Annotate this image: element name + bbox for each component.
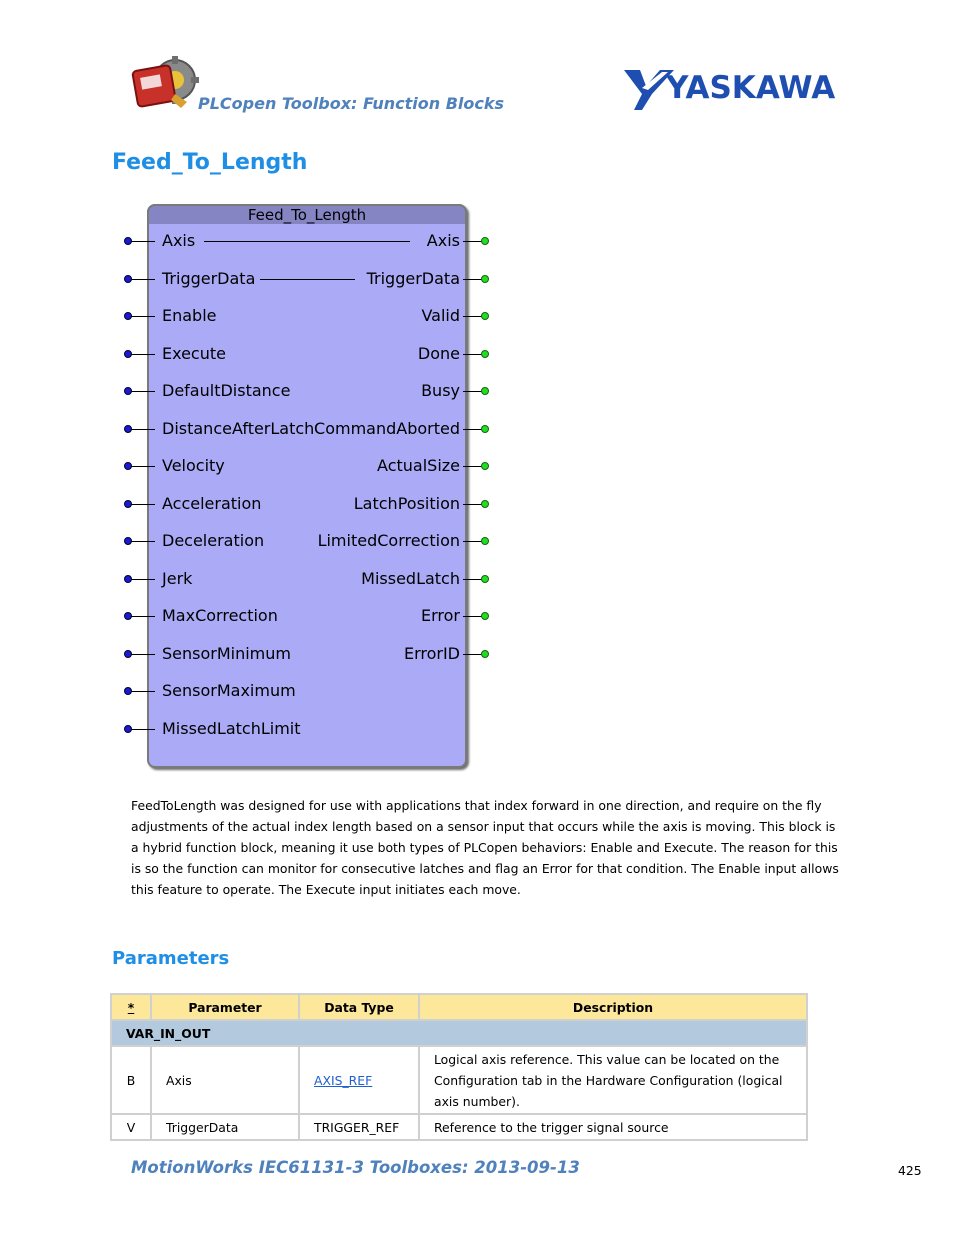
page-title: Feed_To_Length [112,150,308,175]
output-pin-connector[interactable] [481,237,489,245]
input-pin-label: TriggerData [162,269,256,288]
output-pin-label: LatchPosition [353,494,460,513]
output-pin-label: Valid [421,306,460,325]
output-pin-connector[interactable] [481,350,489,358]
input-pin-line [131,354,155,355]
output-pin-line [463,429,483,430]
output-pin-line [463,504,483,505]
output-pin-line [463,391,483,392]
column-header-description: Description [419,994,807,1020]
output-pin-line [463,654,483,655]
column-header-star: * [111,994,151,1020]
output-pin-line [463,241,483,242]
table-row [111,1046,807,1114]
output-pin-label: LimitedCorrection [317,531,460,550]
output-pin-line [463,316,483,317]
input-pin-label: Deceleration [162,531,265,550]
output-pin-connector[interactable] [481,462,489,470]
output-pin-connector[interactable] [481,575,489,583]
output-pin-connector[interactable] [481,537,489,545]
column-header-data-type: Data Type [299,994,419,1020]
output-pin-connector[interactable] [481,275,489,283]
table-section-row [111,1020,807,1046]
input-pin-label: Enable [162,306,217,325]
table-header-row [111,994,807,1020]
input-pin-line [131,241,155,242]
input-pin-line [131,729,155,730]
cell-data-type: TRIGGER_REF [299,1114,419,1140]
cell-star: V [111,1114,151,1140]
output-pin-connector[interactable] [481,500,489,508]
input-pin-label: Velocity [162,456,225,475]
function-block-title: Feed_To_Length [147,204,467,224]
output-pin-label: Error [421,606,460,625]
output-pin-label: Busy [421,381,460,400]
input-pin-line [131,279,155,280]
input-pin-line [131,579,155,580]
plcopen-toolbox-logo-icon [131,56,199,110]
cell-star: B [111,1046,151,1114]
input-pin-label: SensorMinimum [162,644,291,663]
output-pin-line [463,354,483,355]
output-pin-label: TriggerData [366,269,460,288]
header-title: PLCopen Toolbox: Function Blocks [198,94,505,113]
output-pin-connector[interactable] [481,387,489,395]
output-pin-label: CommandAborted [314,419,460,438]
cell-parameter: Axis [151,1046,299,1114]
input-pin-label: SensorMaximum [162,681,296,700]
input-pin-label: MaxCorrection [162,606,278,625]
input-pin-line [131,616,155,617]
output-pin-connector[interactable] [481,425,489,433]
input-pin-label: DistanceAfterLatch [162,419,315,438]
input-pin-line [131,391,155,392]
cell-description: Reference to the trigger signal source [419,1114,807,1140]
svg-text:YASKAWA: YASKAWA [666,70,836,106]
parameters-heading: Parameters [112,948,230,969]
input-pin-line [131,654,155,655]
column-header-parameter: Parameter [151,994,299,1020]
input-pin-line [131,541,155,542]
in-out-connection-line [204,241,410,242]
input-pin-label: Execute [162,344,226,363]
output-pin-line [463,616,483,617]
output-pin-label: ErrorID [403,644,460,663]
output-pin-label: Done [417,344,460,363]
page-number: 425 [898,1163,922,1178]
in-out-connection-line [260,279,355,280]
output-pin-line [463,466,483,467]
output-pin-label: MissedLatch [361,569,460,588]
section-label: VAR_IN_OUT [111,1020,807,1046]
input-pin-line [131,504,155,505]
output-pin-line [463,279,483,280]
yaskawa-logo-icon [622,64,844,112]
output-pin-label: ActualSize [377,456,460,475]
input-pin-label: DefaultDistance [162,381,291,400]
input-pin-label: Acceleration [162,494,262,513]
input-pin-line [131,316,155,317]
output-pin-connector[interactable] [481,612,489,620]
input-pin-line [131,691,155,692]
output-pin-line [463,579,483,580]
input-pin-line [131,466,155,467]
footer-title: MotionWorks IEC61131-3 Toolboxes: 2013-09-13 [131,1158,580,1177]
input-pin-label: Jerk [162,569,193,588]
table-row [111,1114,807,1140]
cell-parameter: TriggerData [151,1114,299,1140]
parameters-table [110,993,808,1141]
input-pin-label: Axis [162,231,196,250]
cell-description: Logical axis reference. This value can be located on the Configuration tab in the Hardware Configuration (logical axis number). [419,1046,807,1114]
output-pin-connector[interactable] [481,650,489,658]
axis-ref-link[interactable]: AXIS_REF [314,1072,373,1088]
cell-data-type [299,1046,419,1114]
output-pin-line [463,541,483,542]
output-pin-connector[interactable] [481,312,489,320]
input-pin-line [131,429,155,430]
input-pin-label: MissedLatchLimit [162,719,301,738]
output-pin-label: Axis [426,231,460,250]
description-paragraph: FeedToLength was designed for use with applications that index forward in one direction, and require on the fly adjustments of the actual index length based on a sensor input that occurs while the axis is moving. This block is a hybrid function block, meaning it use both types of PLCopen behaviors: Enable and Execute. The reason for this is so the function can monitor for consecutive latches and flag an Error for that condition. The Enable input allows this feature to operate. The Execute input initiates each move. [131,798,839,897]
